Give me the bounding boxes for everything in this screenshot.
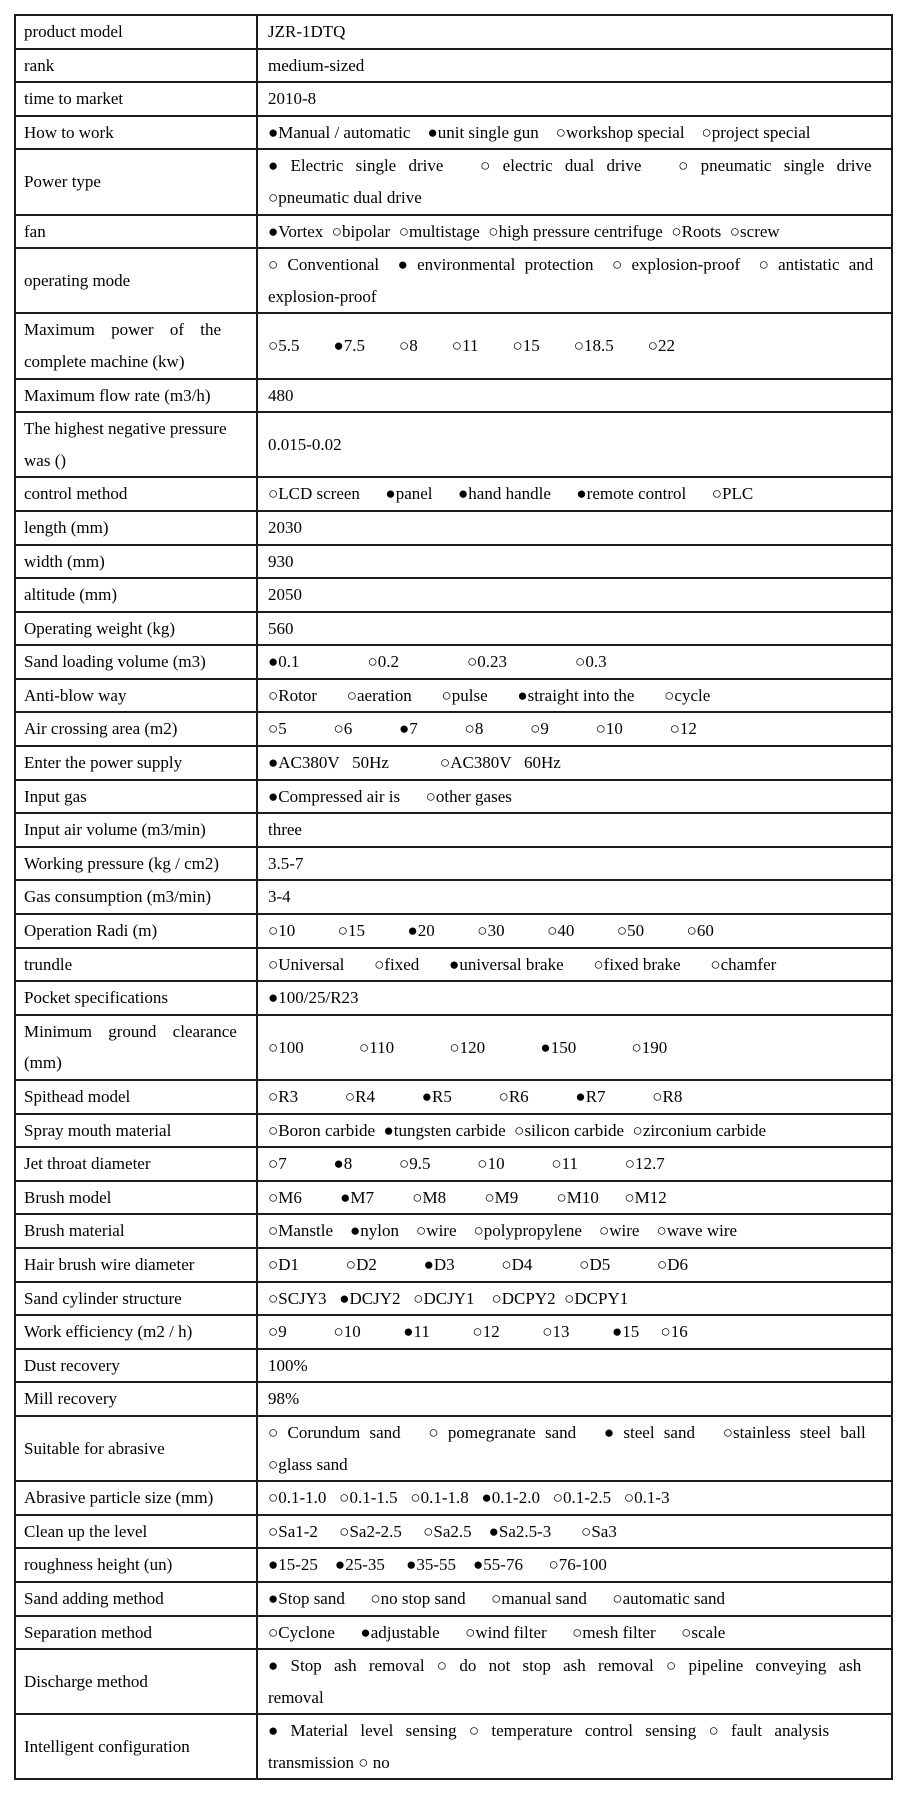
row-label-text: (mm)	[24, 1053, 62, 1073]
row-value-text: ○pneumatic dual drive	[268, 187, 422, 207]
row-label-text: Sand loading volume (m3)	[24, 652, 206, 672]
row-label-text: Maximum power of the	[24, 320, 221, 340]
value-cell-operation-radi	[258, 915, 891, 947]
value-cell-maximum-flow-rate	[258, 380, 891, 412]
label-cell-brush-material	[16, 1215, 258, 1247]
label-cell-input-air-volume	[16, 814, 258, 846]
label-cell-roughness-height	[16, 1549, 258, 1581]
row-label-text: Intelligent configuration	[24, 1737, 190, 1757]
label-cell-operating-weight	[16, 613, 258, 645]
row-value-text: ●Manual / automatic ●unit single gun ○workshop special ○project special	[268, 122, 811, 142]
row-value-text: 98%	[268, 1389, 300, 1409]
table-row-power-type	[16, 150, 891, 215]
label-cell-clean-up-the-level	[16, 1516, 258, 1548]
row-label-text: Work efficiency (m2 / h)	[24, 1322, 193, 1342]
row-label-text: Pocket specifications	[24, 988, 168, 1008]
value-cell-spithead-model	[258, 1081, 891, 1113]
value-cell-time-to-market	[258, 83, 891, 115]
label-cell-intelligent-configuration	[16, 1715, 258, 1778]
row-label-text: Input air volume (m3/min)	[24, 820, 206, 840]
value-cell-dust-recovery	[258, 1350, 891, 1382]
row-label-text: Separation method	[24, 1622, 152, 1642]
row-label-text: width (mm)	[24, 551, 105, 571]
value-cell-gas-consumption	[258, 881, 891, 913]
row-value-text: ●15-25 ●25-35 ●35-55 ●55-76 ○76-100	[268, 1555, 607, 1575]
label-cell-jet-throat-diameter	[16, 1148, 258, 1180]
row-label-text: Operating weight (kg)	[24, 618, 176, 638]
row-label-text: Dust recovery	[24, 1355, 120, 1375]
row-value-text: 560	[268, 618, 294, 638]
table-row-maximum-power	[16, 314, 891, 379]
table-row-enter-power-supply	[16, 747, 891, 781]
value-cell-abrasive-particle-size	[258, 1482, 891, 1514]
label-cell-operation-radi	[16, 915, 258, 947]
row-value-text: ○100 ○110 ○120 ●150 ○190	[268, 1037, 668, 1057]
label-cell-sand-loading-volume	[16, 646, 258, 678]
row-label-text: operating mode	[24, 270, 131, 290]
row-value-text: JZR-1DTQ	[268, 22, 346, 41]
row-value-text: ○Rotor ○aeration ○pulse ●straight into the ○cycle	[268, 685, 711, 705]
row-value-text: ●100/25/R23	[268, 988, 359, 1008]
value-cell-clean-up-the-level	[258, 1516, 891, 1548]
table-row-sand-adding-method	[16, 1583, 891, 1617]
row-label-text: Anti-blow way	[24, 685, 127, 705]
table-row-sand-loading-volume	[16, 646, 891, 680]
value-cell-product-model	[258, 16, 891, 48]
label-cell-gas-consumption	[16, 881, 258, 913]
value-cell-brush-model	[258, 1182, 891, 1214]
label-cell-spithead-model	[16, 1081, 258, 1113]
row-value-text: ○ Corundum sand ○ pomegranate sand ● steel sand ○stainless steel ball	[268, 1422, 866, 1442]
row-label-text: product model	[24, 22, 123, 41]
label-cell-discharge-method	[16, 1650, 258, 1713]
row-value-text: ● Stop ash removal ○ do not stop ash removal ○ pipeline conveying ash	[268, 1656, 862, 1676]
label-cell-hair-brush-wire-diameter	[16, 1249, 258, 1281]
row-label-text: Gas consumption (m3/min)	[24, 887, 211, 907]
value-cell-roughness-height	[258, 1549, 891, 1581]
label-cell-minimum-ground-clearance	[16, 1016, 258, 1079]
label-cell-air-crossing-area	[16, 713, 258, 745]
value-cell-fan	[258, 216, 891, 248]
value-cell-width	[258, 546, 891, 578]
label-cell-input-gas	[16, 781, 258, 813]
row-value-text: 100%	[268, 1355, 308, 1375]
row-label-text: Input gas	[24, 786, 87, 806]
table-row-jet-throat-diameter	[16, 1148, 891, 1182]
row-value-text: ○5 ○6 ●7 ○8 ○9 ○10 ○12	[268, 719, 697, 739]
table-row-input-gas	[16, 781, 891, 815]
value-cell-highest-negative-pressure	[258, 413, 891, 476]
row-label-text: Air crossing area (m2)	[24, 719, 178, 739]
table-row-suitable-for-abrasive	[16, 1417, 891, 1482]
row-label-text: Working pressure (kg / cm2)	[24, 853, 220, 873]
value-cell-sand-cylinder-structure	[258, 1283, 891, 1315]
label-cell-maximum-power	[16, 314, 258, 377]
table-row-abrasive-particle-size	[16, 1482, 891, 1516]
row-value-text: three	[268, 820, 302, 840]
label-cell-operating-mode	[16, 249, 258, 312]
label-cell-power-type	[16, 150, 258, 213]
value-cell-rank	[258, 50, 891, 82]
table-row-mill-recovery	[16, 1383, 891, 1417]
table-row-highest-negative-pressure	[16, 413, 891, 478]
label-cell-brush-model	[16, 1182, 258, 1214]
row-value-text: removal	[268, 1687, 324, 1707]
label-cell-enter-power-supply	[16, 747, 258, 779]
value-cell-working-pressure	[258, 848, 891, 880]
label-cell-mill-recovery	[16, 1383, 258, 1415]
row-value-text: 3-4	[268, 887, 291, 907]
label-cell-trundle	[16, 949, 258, 981]
table-row-rank	[16, 50, 891, 84]
label-cell-fan	[16, 216, 258, 248]
table-row-how-to-work	[16, 117, 891, 151]
row-value-text: 2010-8	[268, 89, 317, 109]
row-label-text: Brush model	[24, 1187, 112, 1207]
row-value-text: ○0.1-1.0 ○0.1-1.5 ○0.1-1.8 ●0.1-2.0 ○0.1-2.5 ○0.1-3	[268, 1488, 670, 1508]
row-value-text: ○Sa1-2 ○Sa2-2.5 ○Sa2.5 ●Sa2.5-3 ○Sa3	[268, 1521, 617, 1541]
label-cell-altitude	[16, 579, 258, 611]
product-spec-table	[14, 14, 893, 1780]
row-value-text: ○Manstle ●nylon ○wire ○polypropylene ○wire ○wave wire	[268, 1221, 738, 1241]
row-label-text: roughness height (un)	[24, 1555, 173, 1575]
row-label-text: was ()	[24, 450, 67, 470]
value-cell-altitude	[258, 579, 891, 611]
label-cell-rank	[16, 50, 258, 82]
row-label-text: Spray mouth material	[24, 1120, 172, 1140]
table-row-hair-brush-wire-diameter	[16, 1249, 891, 1283]
row-label-text: complete machine (kw)	[24, 351, 185, 371]
label-cell-work-efficiency	[16, 1316, 258, 1348]
row-label-text: altitude (mm)	[24, 585, 118, 605]
row-value-text: ●AC380V 50Hz ○AC380V 60Hz	[268, 753, 561, 773]
table-row-roughness-height	[16, 1549, 891, 1583]
row-label-text: control method	[24, 484, 128, 504]
label-cell-sand-cylinder-structure	[16, 1283, 258, 1315]
value-cell-operating-weight	[258, 613, 891, 645]
row-label-text: Suitable for abrasive	[24, 1438, 165, 1458]
row-value-text: ○5.5 ●7.5 ○8 ○11 ○15 ○18.5 ○22	[268, 336, 675, 356]
row-label-text: Sand adding method	[24, 1588, 164, 1608]
row-label-text: time to market	[24, 89, 124, 109]
value-cell-mill-recovery	[258, 1383, 891, 1415]
row-value-text: ●Stop sand ○no stop sand ○manual sand ○automatic sand	[268, 1588, 726, 1608]
table-row-intelligent-configuration	[16, 1715, 891, 1778]
row-value-text: ○SCJY3 ●DCJY2 ○DCJY1 ○DCPY2 ○DCPY1	[268, 1288, 629, 1308]
row-value-text: ○R3 ○R4 ●R5 ○R6 ●R7 ○R8	[268, 1087, 683, 1106]
row-label-text: Spithead model	[24, 1087, 131, 1106]
label-cell-suitable-for-abrasive	[16, 1417, 258, 1480]
row-value-text: ○glass sand	[268, 1454, 348, 1474]
label-cell-sand-adding-method	[16, 1583, 258, 1615]
row-value-text: ○10 ○15 ●20 ○30 ○40 ○50 ○60	[268, 921, 714, 941]
table-row-pocket-specifications	[16, 982, 891, 1016]
value-cell-jet-throat-diameter	[258, 1148, 891, 1180]
value-cell-brush-material	[258, 1215, 891, 1247]
row-value-text: ○Boron carbide ●tungsten carbide ○silicon carbide ○zirconium carbide	[268, 1120, 767, 1140]
row-label-text: Mill recovery	[24, 1389, 117, 1409]
row-label-text: Jet throat diameter	[24, 1154, 151, 1174]
row-label-text: fan	[24, 221, 46, 241]
row-value-text: transmission ○ no	[268, 1752, 390, 1772]
row-label-text: Brush material	[24, 1221, 125, 1241]
row-value-text: ○D1 ○D2 ●D3 ○D4 ○D5 ○D6	[268, 1254, 689, 1274]
table-row-maximum-flow-rate	[16, 380, 891, 414]
row-label-text: Hair brush wire diameter	[24, 1254, 195, 1274]
value-cell-length	[258, 512, 891, 544]
value-cell-anti-blow-way	[258, 680, 891, 712]
value-cell-hair-brush-wire-diameter	[258, 1249, 891, 1281]
row-value-text: ●Compressed air is ○other gases	[268, 786, 512, 806]
row-value-text: ○Universal ○fixed ●universal brake ○fixed brake ○chamfer	[268, 954, 777, 974]
row-value-text: ● Electric single drive ○ electric dual drive ○ pneumatic single drive	[268, 156, 872, 176]
value-cell-separation-method	[258, 1617, 891, 1649]
value-cell-sand-loading-volume	[258, 646, 891, 678]
table-row-dust-recovery	[16, 1350, 891, 1384]
table-row-sand-cylinder-structure	[16, 1283, 891, 1317]
label-cell-length	[16, 512, 258, 544]
value-cell-spray-mouth-material	[258, 1115, 891, 1147]
value-cell-enter-power-supply	[258, 747, 891, 779]
row-value-text: explosion-proof	[268, 286, 377, 306]
value-cell-control-method	[258, 478, 891, 510]
label-cell-pocket-specifications	[16, 982, 258, 1014]
value-cell-trundle	[258, 949, 891, 981]
row-label-text: Discharge method	[24, 1671, 148, 1691]
table-row-discharge-method	[16, 1650, 891, 1715]
row-value-text: medium-sized	[268, 55, 365, 75]
label-cell-maximum-flow-rate	[16, 380, 258, 412]
row-value-text: 2050	[268, 585, 302, 605]
value-cell-input-gas	[258, 781, 891, 813]
row-value-text: 3.5-7	[268, 853, 304, 873]
label-cell-how-to-work	[16, 117, 258, 149]
value-cell-input-air-volume	[258, 814, 891, 846]
label-cell-separation-method	[16, 1617, 258, 1649]
table-row-input-air-volume	[16, 814, 891, 848]
row-label-text: Clean up the level	[24, 1521, 148, 1541]
row-label-text: Enter the power supply	[24, 753, 183, 773]
row-label-text: How to work	[24, 122, 114, 142]
row-value-text: ○ Conventional ● environmental protection ○ explosion-proof ○ antistatic and	[268, 255, 874, 275]
row-label-text: rank	[24, 55, 55, 75]
row-value-text: ○Cyclone ●adjustable ○wind filter ○mesh filter ○scale	[268, 1622, 726, 1642]
value-cell-how-to-work	[258, 117, 891, 149]
row-label-text: The highest negative pressure	[24, 419, 227, 439]
row-value-text: ○9 ○10 ●11 ○12 ○13 ●15 ○16	[268, 1322, 688, 1342]
table-row-product-model	[16, 16, 891, 50]
value-cell-sand-adding-method	[258, 1583, 891, 1615]
table-row-brush-material	[16, 1215, 891, 1249]
value-cell-operating-mode	[258, 249, 891, 312]
row-label-text: Abrasive particle size (mm)	[24, 1488, 214, 1508]
value-cell-maximum-power	[258, 314, 891, 377]
value-cell-minimum-ground-clearance	[258, 1016, 891, 1079]
value-cell-power-type	[258, 150, 891, 213]
table-row-operating-weight	[16, 613, 891, 647]
table-row-time-to-market	[16, 83, 891, 117]
label-cell-highest-negative-pressure	[16, 413, 258, 476]
table-row-operation-radi	[16, 915, 891, 949]
table-row-minimum-ground-clearance	[16, 1016, 891, 1081]
label-cell-time-to-market	[16, 83, 258, 115]
label-cell-spray-mouth-material	[16, 1115, 258, 1147]
table-row-working-pressure	[16, 848, 891, 882]
table-row-clean-up-the-level	[16, 1516, 891, 1550]
table-row-operating-mode	[16, 249, 891, 314]
value-cell-air-crossing-area	[258, 713, 891, 745]
label-cell-control-method	[16, 478, 258, 510]
table-row-length	[16, 512, 891, 546]
row-label-text: Operation Radi (m)	[24, 921, 158, 941]
label-cell-dust-recovery	[16, 1350, 258, 1382]
table-row-anti-blow-way	[16, 680, 891, 714]
row-label-text: length (mm)	[24, 517, 109, 537]
row-value-text: 2030	[268, 517, 302, 537]
label-cell-width	[16, 546, 258, 578]
value-cell-work-efficiency	[258, 1316, 891, 1348]
label-cell-product-model	[16, 16, 258, 48]
row-value-text: ●0.1 ○0.2 ○0.23 ○0.3	[268, 652, 607, 672]
row-label-text: trundle	[24, 954, 73, 974]
table-row-spray-mouth-material	[16, 1115, 891, 1149]
label-cell-working-pressure	[16, 848, 258, 880]
row-value-text: 0.015-0.02	[268, 434, 342, 454]
value-cell-intelligent-configuration	[258, 1715, 891, 1778]
row-label-text: Minimum ground clearance	[24, 1021, 237, 1041]
table-row-work-efficiency	[16, 1316, 891, 1350]
table-row-trundle	[16, 949, 891, 983]
row-value-text: 930	[268, 551, 294, 571]
row-value-text: ● Material level sensing ○ temperature control sensing ○ fault analysis	[268, 1721, 830, 1741]
row-label-text: Power type	[24, 172, 101, 192]
row-label-text: Maximum flow rate (m3/h)	[24, 385, 211, 405]
row-value-text: 480	[268, 385, 294, 405]
table-row-width	[16, 546, 891, 580]
value-cell-suitable-for-abrasive	[258, 1417, 891, 1480]
label-cell-abrasive-particle-size	[16, 1482, 258, 1514]
table-row-fan	[16, 216, 891, 250]
table-row-air-crossing-area	[16, 713, 891, 747]
table-row-separation-method	[16, 1617, 891, 1651]
table-row-altitude	[16, 579, 891, 613]
row-value-text: ○M6 ●M7 ○M8 ○M9 ○M10 ○M12	[268, 1187, 667, 1207]
table-row-control-method	[16, 478, 891, 512]
table-row-spithead-model	[16, 1081, 891, 1115]
row-label-text: Sand cylinder structure	[24, 1288, 182, 1308]
row-value-text: ○LCD screen ●panel ●hand handle ●remote control ○PLC	[268, 484, 754, 504]
row-value-text: ○7 ●8 ○9.5 ○10 ○11 ○12.7	[268, 1154, 665, 1174]
value-cell-pocket-specifications	[258, 982, 891, 1014]
label-cell-anti-blow-way	[16, 680, 258, 712]
row-value-text: ●Vortex ○bipolar ○multistage ○high pressure centrifuge ○Roots ○screw	[268, 221, 780, 241]
table-row-gas-consumption	[16, 881, 891, 915]
table-row-brush-model	[16, 1182, 891, 1216]
value-cell-discharge-method	[258, 1650, 891, 1713]
